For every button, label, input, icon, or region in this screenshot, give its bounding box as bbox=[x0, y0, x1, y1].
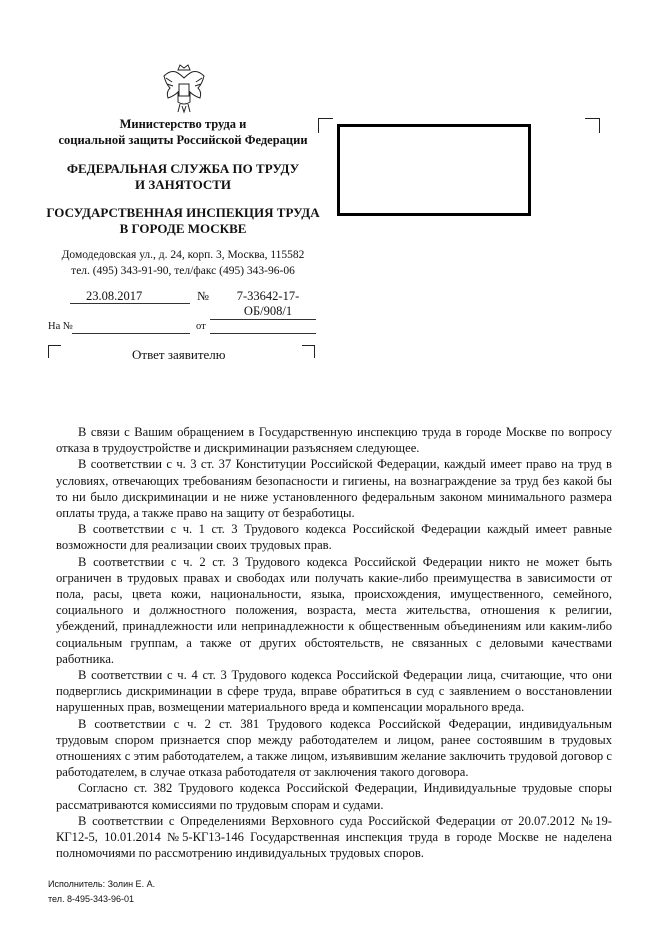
paragraph: В соответствии с ч. 2 ст. 381 Трудового кодекса Российской Федерации, индивидуальным трудовым спором признается спор между работодателем и лицом, ранее состоявшим в трудовых отношениях с этим работодателем, а также лицом, изъявившим желание заключить трудовой договор с работодателем, в случае отказа работодателя от заключения такого договора. bbox=[56, 716, 612, 780]
number-underline bbox=[210, 319, 316, 320]
on-number-underline bbox=[72, 333, 190, 334]
executor-phone: тел. 8-495-343-96-01 bbox=[48, 894, 135, 904]
redacted-recipient-box bbox=[337, 124, 531, 216]
executor-name: Исполнитель: Золин Е. А. bbox=[48, 879, 156, 889]
service-line-1: ФЕДЕРАЛЬНАЯ СЛУЖБА ПО ТРУДУ bbox=[66, 161, 300, 176]
paragraph: В соответствии с ч. 4 ст. 3 Трудового кодекса Российской Федерации лица, считающие, что они подверглись дискриминации в сфере труда, вправе обратиться в суд с заявлением о восстановлении нарушенных прав, возмещении материального вреда и компенсации морального вреда. bbox=[56, 668, 612, 715]
subject-corner-left bbox=[48, 345, 61, 358]
paragraph: В соответствии с ч. 3 ст. 37 Конституции Российской Федерации, каждый имеет право на труд в условиях, отвечающих требованиям безопасности и гигиены, на вознаграждение за труд без какой бы то ни было дискриминации и не ниже установленного федеральным законом минимального размера оплаты труда, а также право на защиту от безработицы. bbox=[56, 457, 612, 521]
on-number-label: На № bbox=[48, 321, 73, 332]
recipient-corner-left bbox=[318, 118, 333, 133]
paragraph: В соответствии с ч. 1 ст. 3 Трудового кодекса Российской Федерации каждый имеет равные возможности для реализации своих трудовых прав. bbox=[56, 522, 612, 553]
service-name bbox=[18, 161, 348, 193]
letter-body bbox=[56, 424, 612, 861]
paragraph: В соответствии с ч. 2 ст. 3 Трудового кодекса Российской Федерации никто не может быть ограничен в трудовых правах и свободах или получать какие-либо преимущества в зависимости от пола, расы, цвета кожи, национальности, языка, происхождения, имущественного, семейного, социального и должностного положения, возраста, места жительства, отношения к религии, убеждений, принадлежности или непринадлежности к общественным объединениям или каким-либо социальным группам, а также от других обстоятельств, не связанных с деловыми качествами работника. bbox=[56, 554, 612, 666]
from-label: от bbox=[196, 321, 206, 332]
phone-line: тел. (495) 343-91-90, тел/факс (495) 343-96-06 bbox=[71, 265, 295, 277]
ministry-line-2: социальной защиты Российской Федерации bbox=[58, 133, 308, 147]
letter-date: 23.08.2017 bbox=[86, 289, 143, 303]
coat-of-arms-icon bbox=[160, 62, 208, 114]
recipient-corner-right bbox=[585, 118, 600, 133]
inspection-line-2: В ГОРОДЕ МОСКВЕ bbox=[119, 221, 247, 236]
ministry-line-1: Министерство труда и bbox=[119, 117, 247, 131]
number-sign: № bbox=[197, 289, 209, 303]
inspection-line-1: ГОСУДАРСТВЕННАЯ ИНСПЕКЦИЯ ТРУДА bbox=[46, 205, 320, 220]
subject-corner-right bbox=[302, 345, 315, 358]
address-block bbox=[18, 247, 348, 279]
subject-line: Ответ заявителю bbox=[132, 347, 226, 362]
from-underline bbox=[210, 333, 316, 334]
paragraph: В соответствии с Определениями Верховного суда Российской Федерации от 20.07.2012 №19-КГ12-5, 10.01.2014 №5-КГ13-146 Государственная инспекция труда в городе Москве не наделена полномочиями по рассмотрению индивидуальных трудовых споров. bbox=[56, 813, 612, 861]
address-line: Домодедовская ул., д. 24, корп. 3, Москва, 115582 bbox=[61, 249, 305, 261]
letter-number bbox=[228, 289, 308, 319]
date-underline bbox=[70, 303, 190, 304]
paragraph: Согласно ст. 382 Трудового кодекса Российской Федерации, Индивидуальные трудовые споры рассматриваются комиссиями по трудовым спорам и судами. bbox=[56, 781, 612, 812]
service-line-2: И ЗАНЯТОСТИ bbox=[134, 177, 232, 192]
ministry-name bbox=[18, 116, 348, 148]
paragraph: В связи с Вашим обращением в Государственную инспекцию труда в городе Москве по вопросу отказа в трудоустройстве и дискриминации разъясняем следующее. bbox=[56, 425, 612, 456]
letter-number-line-1: 7-33642-17- bbox=[236, 289, 300, 303]
inspection-name bbox=[18, 205, 348, 237]
letter-number-line-2: ОБ/908/1 bbox=[243, 304, 293, 318]
